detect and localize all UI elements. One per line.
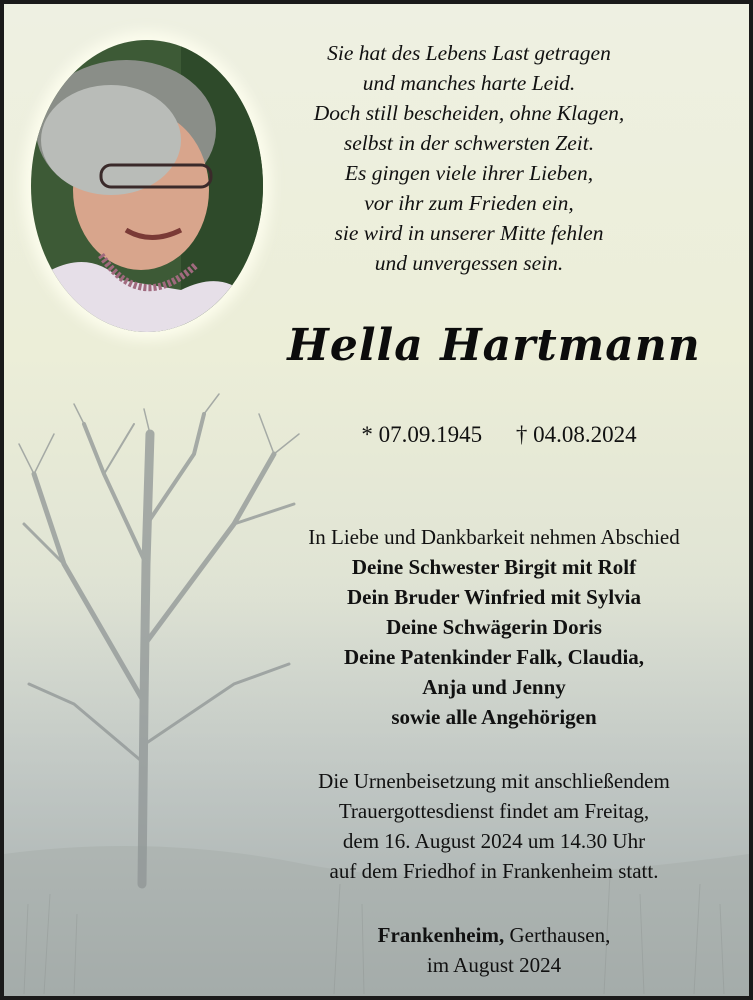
poem-line: Doch still bescheiden, ohne Klagen,	[313, 101, 625, 125]
poem-verse	[254, 38, 684, 278]
poem-line: selbst in der schwersten Zeit.	[343, 131, 595, 155]
notice-date: im August 2024	[426, 953, 562, 977]
place-rest: Gerthausen,	[504, 923, 611, 947]
place-town: Frankenheim,	[377, 923, 505, 947]
obituary-card	[4, 4, 749, 996]
death-date: † 04.08.2024	[515, 422, 637, 447]
place-and-date	[244, 920, 744, 980]
mourner-line: Deine Schwägerin Doris	[386, 615, 602, 639]
service-line: auf dem Friedhof in Frankenheim statt.	[329, 859, 659, 883]
mourner-line: sowie alle Angehörigen	[391, 705, 597, 729]
portrait-photo	[31, 40, 263, 332]
poem-line: Es gingen viele ihrer Lieben,	[344, 161, 594, 185]
service-line: dem 16. August 2024 um 14.30 Uhr	[342, 829, 646, 853]
mourner-line: Dein Bruder Winfried mit Sylvia	[346, 585, 642, 609]
farewell-intro: In Liebe und Dankbarkeit nehmen Abschied	[308, 525, 680, 549]
service-line: Die Urnenbeisetzung mit anschließendem	[318, 769, 670, 793]
service-line: Trauergottesdienst findet am Freitag,	[338, 799, 650, 823]
poem-line: sie wird in unserer Mitte fehlen	[334, 221, 604, 245]
place-line	[244, 920, 744, 950]
poem-line: vor ihr zum Frieden ein,	[364, 191, 574, 215]
funeral-service-info	[244, 766, 744, 886]
mourner-line: Deine Schwester Birgit mit Rolf	[351, 555, 637, 579]
mourners-list	[244, 522, 744, 732]
birth-date: * 07.09.1945	[361, 422, 483, 447]
poem-line: Sie hat des Lebens Last getragen	[327, 41, 611, 65]
mourner-line: Anja und Jenny	[422, 675, 566, 699]
poem-line: und manches harte Leid.	[362, 71, 576, 95]
life-dates	[304, 422, 694, 448]
poem-line: und unvergessen sein.	[374, 251, 564, 275]
deceased-name: Hella Hartmann	[287, 320, 701, 371]
mourner-line: Deine Patenkinder Falk, Claudia,	[343, 645, 645, 669]
